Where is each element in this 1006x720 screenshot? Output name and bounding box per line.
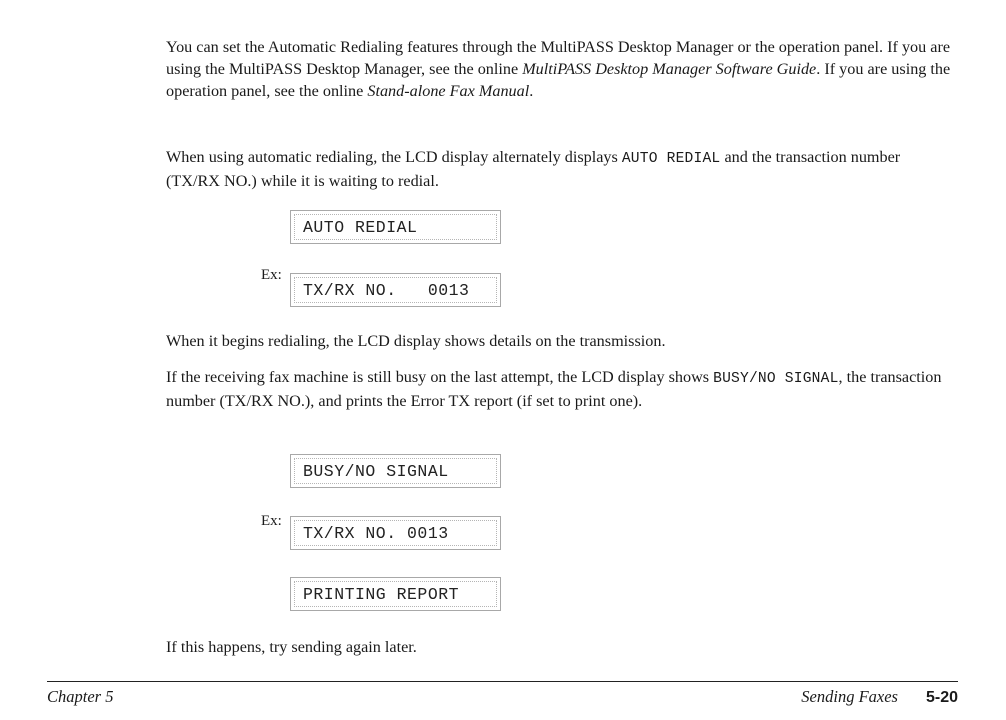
paragraph-text: You can set the Automatic Redialing features through the MultiPASS Desktop Manager or the operation panel. If you are using the MultiPASS Desktop Manager, see the online bbox=[166, 38, 951, 78]
lcd-display-auto-redial bbox=[290, 210, 501, 244]
paragraph-auto-redial-display bbox=[166, 146, 956, 192]
paragraph-busy-no-signal bbox=[166, 366, 956, 412]
paragraph-text: If the receiving fax machine is still busy on the last attempt, the LCD display shows bbox=[166, 368, 714, 386]
lcd-text: BUSY/NO SIGNAL bbox=[294, 458, 497, 484]
lcd-text: TX/RX NO. 0013 bbox=[294, 520, 497, 546]
example-label: Ex: bbox=[261, 267, 282, 283]
footer-section-title: Sending Faxes bbox=[801, 687, 898, 706]
footer-chapter: Chapter 5 bbox=[47, 687, 114, 706]
example-label: Ex: bbox=[261, 513, 282, 529]
manual-reference-desktop-manager-guide: MultiPASS Desktop Manager Software Guide bbox=[522, 60, 817, 78]
paragraph-text: . If you are using the operation panel, see the online bbox=[166, 60, 951, 100]
lcd-message-inline: AUTO REDIAL bbox=[621, 151, 721, 167]
lcd-display-tx-rx-number bbox=[290, 273, 501, 307]
lcd-message-inline: BUSY/NO SIGNAL bbox=[713, 371, 839, 387]
lcd-display-tx-rx-number bbox=[290, 516, 501, 550]
manual-reference-standalone-fax-manual: Stand-alone Fax Manual bbox=[367, 82, 530, 100]
paragraph-try-again: If this happens, try sending again later. bbox=[166, 638, 417, 656]
footer-right-group bbox=[801, 686, 958, 709]
lcd-text: TX/RX NO. 0013 bbox=[294, 277, 497, 303]
lcd-display-printing-report bbox=[290, 577, 501, 611]
paragraph-text: , the transaction number (TX/RX NO.), and prints the Error TX report (if set to print one). bbox=[166, 368, 942, 410]
paragraph-redial-settings bbox=[166, 36, 956, 102]
paragraph-text: . bbox=[529, 82, 534, 100]
paragraph-redialing-details: When it begins redialing, the LCD display shows details on the transmission. bbox=[166, 332, 666, 350]
footer-divider bbox=[47, 681, 958, 682]
lcd-display-busy-no-signal bbox=[290, 454, 501, 488]
paragraph-text: When using automatic redialing, the LCD display alternately displays bbox=[166, 148, 622, 166]
lcd-text: PRINTING REPORT bbox=[294, 581, 497, 607]
page-number: 5-20 bbox=[925, 689, 958, 706]
lcd-text: AUTO REDIAL bbox=[294, 214, 497, 240]
paragraph-text: and the transaction number (TX/RX NO.) while it is waiting to redial. bbox=[166, 148, 901, 190]
